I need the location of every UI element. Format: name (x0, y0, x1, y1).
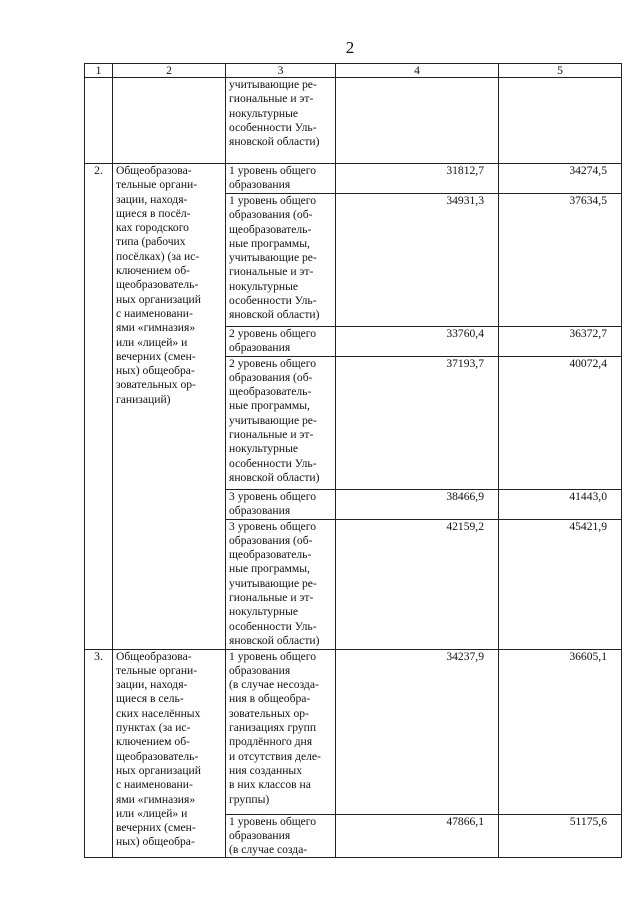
value-cell-col4: 47866,1 (336, 814, 499, 858)
education-level-cell: 1 уровень общего образования (226, 164, 336, 194)
value-cell-col4: 37193,7 (336, 356, 499, 489)
organization-cell: Общеобразова- тельные органи- зации, находя- щиеся в посёл- ках городского типа (рабочих посёлках) (за ис- ключением об- щеобразователь- ных организаций с наименовани- ями «гимназия» или «лицей» и вечерних (смен- ных) общеобра- зовательных ор- ганизаций) (113, 164, 226, 650)
education-level-cell: 1 уровень общего образования (в случае несозда- ния в общеобра- зовательных ор- ганизациях групп продлённого дня и отсутствия деле- ния созданных в них классов на группы) (226, 649, 336, 814)
value-cell-col4: 38466,9 (336, 489, 499, 519)
education-level-cell: 2 уровень общего образования (226, 327, 336, 357)
education-level-cell: 3 уровень общего образования (об- щеобразователь- ные программы, учитывающие ре- гиональные и эт- нокультурные особенности Уль- яновской области) (226, 519, 336, 649)
education-level-cell: 1 уровень общего образования (об- щеобразователь- ные программы, учитывающие ре- гиональные и эт- нокультурные особенности Уль- яновской области) (226, 194, 336, 327)
value-cell-col4: 34237,9 (336, 649, 499, 814)
row-number-cell (85, 78, 113, 164)
value-cell-col4: 42159,2 (336, 519, 499, 649)
value-cell-col5: 45421,9 (499, 519, 622, 649)
value-cell-col5: 36605,1 (499, 649, 622, 814)
header-cell: 3 (226, 64, 336, 78)
header-row (85, 64, 622, 78)
page-number: 2 (345, 38, 355, 57)
education-level-cell: 1 уровень общего образования (в случае созда- (226, 814, 336, 858)
value-cell-col5 (499, 78, 622, 164)
value-cell-col5: 40072,4 (499, 356, 622, 489)
row-number-cell: 3. (85, 649, 113, 858)
table-row (85, 78, 622, 164)
value-cell-col4 (336, 78, 499, 164)
value-cell-col5: 41443,0 (499, 489, 622, 519)
value-cell-col4: 33760,4 (336, 327, 499, 357)
value-cell-col5: 36372,7 (499, 327, 622, 357)
education-level-cell: 3 уровень общего образования (226, 489, 336, 519)
header-cell: 5 (499, 64, 622, 78)
education-level-cell: учитывающие ре- гиональные и эт- нокультурные особенности Уль- яновской области) (226, 78, 336, 164)
value-cell-col4: 34931,3 (336, 194, 499, 327)
header-cell: 1 (85, 64, 113, 78)
table-row (85, 164, 622, 194)
value-cell-col5: 34274,5 (499, 164, 622, 194)
table-row (85, 649, 622, 814)
header-cell: 2 (113, 64, 226, 78)
value-cell-col4: 31812,7 (336, 164, 499, 194)
tariff-table (84, 63, 622, 858)
row-number-cell: 2. (85, 164, 113, 650)
education-level-cell: 2 уровень общего образования (об- щеобразователь- ные программы, учитывающие ре- гиональные и эт- нокультурные особенности Уль- яновской области) (226, 356, 336, 489)
header-cell: 4 (336, 64, 499, 78)
value-cell-col5: 51175,6 (499, 814, 622, 858)
organization-cell (113, 78, 226, 164)
organization-cell: Общеобразова- тельные органи- зации, находя- щиеся в сель- ских населённых пунктах (за ис- ключением об- щеобразователь- ных организаций с наименовани- ями «гимназия» или «лицей» и вечерних (смен- ных) общеобра- (113, 649, 226, 858)
value-cell-col5: 37634,5 (499, 194, 622, 327)
